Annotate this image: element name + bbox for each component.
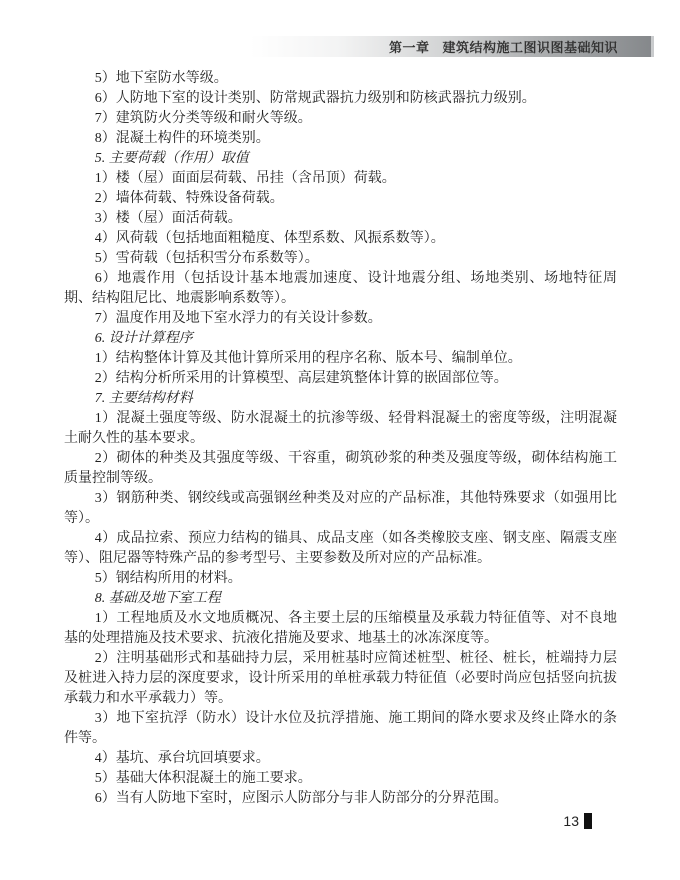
page-edge-marker-icon — [584, 813, 592, 829]
body-paragraph: 3）地下室抗浮（防水）设计水位及抗浮措施、施工期间的降水要求及终止降水的条件等。 — [64, 711, 617, 746]
section-heading: 8. 基础及地下室工程 — [94, 591, 221, 606]
body-paragraph: 7）温度作用及地下室水浮力的有关设计参数。 — [94, 311, 382, 326]
page-footer — [563, 813, 592, 829]
body-paragraph: 5）钢结构所用的材料。 — [94, 571, 242, 586]
body-paragraph: 5）基础大体积混凝土的施工要求。 — [94, 771, 312, 786]
body-paragraph: 8）混凝土构件的环境类别。 — [94, 131, 270, 146]
body-paragraph: 1）结构整体计算及其他计算所采用的程序名称、版本号、编制单位。 — [94, 351, 522, 366]
page-number: 13 — [563, 813, 579, 829]
body-paragraph: 4）风荷载（包括地面粗糙度、体型系数、风振系数等）。 — [94, 231, 445, 246]
chapter-number: 第一章 — [388, 40, 430, 55]
body-paragraph: 6）当有人防地下室时，应图示人防部分与非人防部分的分界范围。 — [94, 791, 508, 806]
body-paragraph: 3）钢筋种类、钢绞线或高强钢丝种类及对应的产品标准，其他特殊要求（如强用比等）。 — [64, 491, 617, 526]
section-heading: 6. 设计计算程序 — [94, 331, 193, 346]
body-paragraph: 6）人防地下室的设计类别、防常规武器抗力级别和防核武器抗力级别。 — [94, 91, 536, 106]
page-body — [64, 69, 617, 809]
body-paragraph: 2）砌体的种类及其强度等级、干容重，砌筑砂浆的种类及强度等级，砌体结构施工质量控制等级。 — [64, 451, 617, 486]
body-paragraph: 1）工程地质及水文地质概况、各主要土层的压缩模量及承载力特征值等、对不良地基的处理措施及技术要求、抗液化措施及要求、地基土的冰冻深度等。 — [64, 611, 617, 646]
running-header — [389, 37, 618, 56]
body-paragraph: 2）墙体荷载、特殊设备荷载。 — [94, 191, 284, 206]
body-paragraph: 5）雪荷载（包括积雪分布系数等）。 — [94, 251, 319, 266]
body-paragraph: 1）楼（屋）面面层荷载、吊挂（含吊顶）荷载。 — [94, 171, 396, 186]
chapter-title: 建筑结构施工图识图基础知识 — [442, 40, 618, 55]
body-paragraph: 6）地震作用（包括设计基本地震加速度、设计地震分组、场地类别、场地特征周期、结构阻尼比、地震影响系数等）。 — [64, 271, 617, 306]
body-paragraph: 7）建筑防火分类等级和耐火等级。 — [94, 111, 312, 126]
section-heading: 7. 主要结构材料 — [94, 391, 193, 406]
body-paragraph: 2）结构分析所采用的计算模型、高层建筑整体计算的嵌固部位等。 — [94, 371, 508, 386]
body-paragraph: 4）成品拉索、预应力结构的锚具、成品支座（如各类橡胶支座、钢支座、隔震支座等）、阻尼器等特殊产品的参考型号、主要参数及所对应的产品标准。 — [64, 531, 617, 566]
body-paragraph: 2）注明基础形式和基础持力层，采用桩基时应简述桩型、桩径、桩长，桩端持力层及桩进入持力层的深度要求，设计所采用的单桩承载力特征值（必要时尚应包括竖向抗拔承载力和水平承载力）等。 — [64, 651, 617, 706]
body-paragraph: 5）地下室防水等级。 — [94, 71, 228, 86]
body-paragraph: 1）混凝土强度等级、防水混凝土的抗渗等级、轻骨料混凝土的密度等级，注明混凝土耐久性的基本要求。 — [64, 411, 617, 446]
chapter-header-bar — [250, 36, 654, 57]
section-heading: 5. 主要荷载（作用）取值 — [94, 151, 249, 166]
body-paragraph: 3）楼（屋）面活荷载。 — [94, 211, 242, 226]
body-paragraph: 4）基坑、承台坑回填要求。 — [94, 751, 270, 766]
